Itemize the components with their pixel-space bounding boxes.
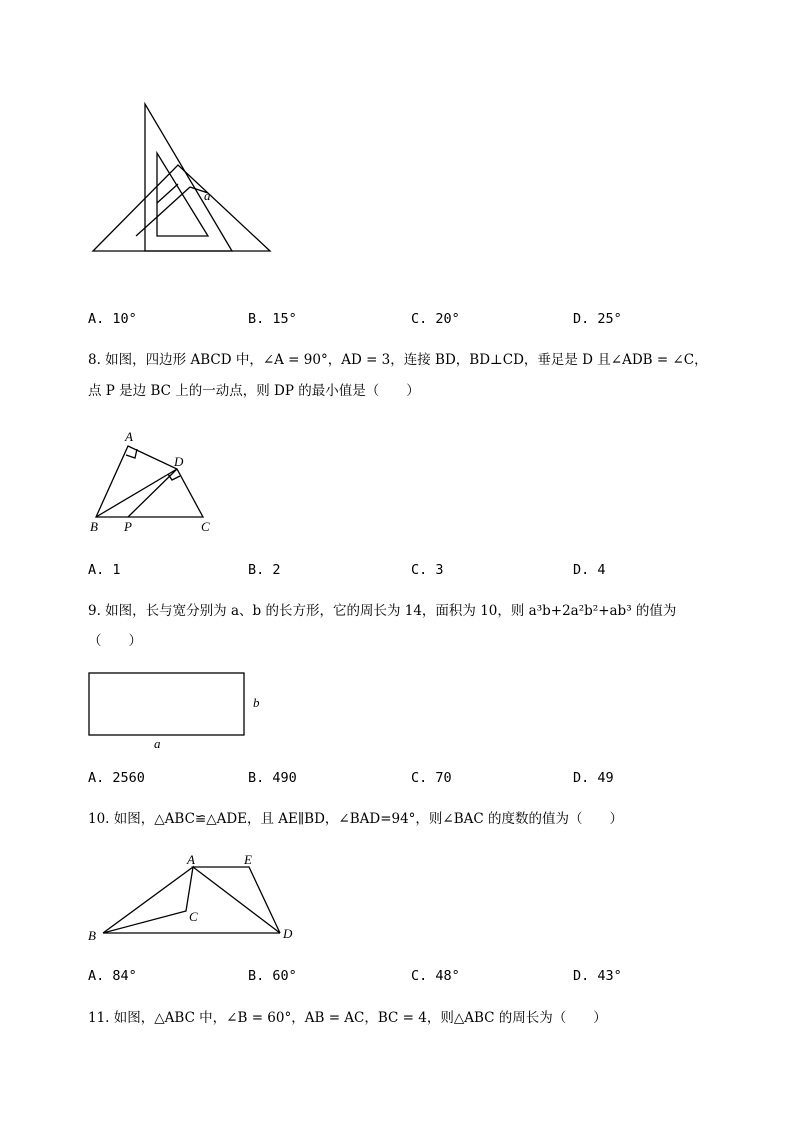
- q9-stem-line-1: 9. 如图，长与宽分别为 a、b 的长方形，它的周长为 14，面积为 10，则 a³b+2a²b²+ab³ 的值为: [88, 603, 677, 619]
- q9-label-b: b: [253, 695, 260, 710]
- q8-option-c[interactable]: C. 3: [411, 562, 444, 578]
- q8-option-b[interactable]: B. 2: [248, 562, 281, 578]
- q9-option-a[interactable]: A. 2560: [88, 770, 145, 786]
- q7-option-b[interactable]: B. 15°: [248, 311, 297, 327]
- q10-stem-line-1: 10. 如图，△ABC≌△ADE，且 AE∥BD，∠BAD=94°，则∠BAC 的度数的值为（ ）: [88, 811, 624, 827]
- q10-label-a: A: [187, 852, 195, 867]
- q8-label-b: B: [90, 519, 98, 534]
- q10-option-a[interactable]: A. 84°: [88, 968, 137, 984]
- q9-option-c[interactable]: C. 70: [411, 770, 452, 786]
- q10-label-b: B: [88, 928, 96, 943]
- q7-option-d[interactable]: D. 25°: [573, 311, 622, 327]
- q9-stem-line-2: （ ）: [88, 633, 142, 649]
- q8-option-d[interactable]: D. 4: [573, 562, 606, 578]
- q10-option-b[interactable]: B. 60°: [248, 968, 297, 984]
- q10-label-e: E: [244, 852, 252, 867]
- q10-triangle-ade: [193, 867, 280, 933]
- q10-option-c[interactable]: C. 48°: [411, 968, 460, 984]
- q10-label-c: C: [189, 909, 198, 924]
- q10-option-d[interactable]: D. 43°: [573, 968, 622, 984]
- q10-label-d: D: [283, 926, 293, 941]
- q10-triangle-abc: [103, 867, 193, 933]
- q9-label-a: a: [154, 736, 161, 751]
- q9-option-b[interactable]: B. 490: [248, 770, 297, 786]
- q8-label-p: P: [124, 519, 132, 534]
- q7-option-c[interactable]: C. 20°: [411, 311, 460, 327]
- q8-stem-line-1: 8. 如图，四边形 ABCD 中，∠A = 90°，AD = 3，连接 BD，BD⊥CD，垂足是 D 且∠ADB = ∠C，: [88, 352, 708, 368]
- q9-option-d[interactable]: D. 49: [573, 770, 614, 786]
- q8-label-d: D: [174, 454, 184, 469]
- q11-stem-line-1: 11. 如图，△ABC 中，∠B = 60°，AB = AC，BC = 4，则△ABC 的周长为（ ）: [88, 1010, 607, 1026]
- q8-stem-line-2: 点 P 是边 BC 上的一动点，则 DP 的最小值是（ ）: [88, 383, 420, 399]
- q7-option-a[interactable]: A. 10°: [88, 311, 137, 327]
- q7-angle-label: a: [204, 188, 211, 203]
- q8-label-c: C: [201, 519, 210, 534]
- q8-option-a[interactable]: A. 1: [88, 562, 121, 578]
- q8-label-a: A: [125, 429, 133, 444]
